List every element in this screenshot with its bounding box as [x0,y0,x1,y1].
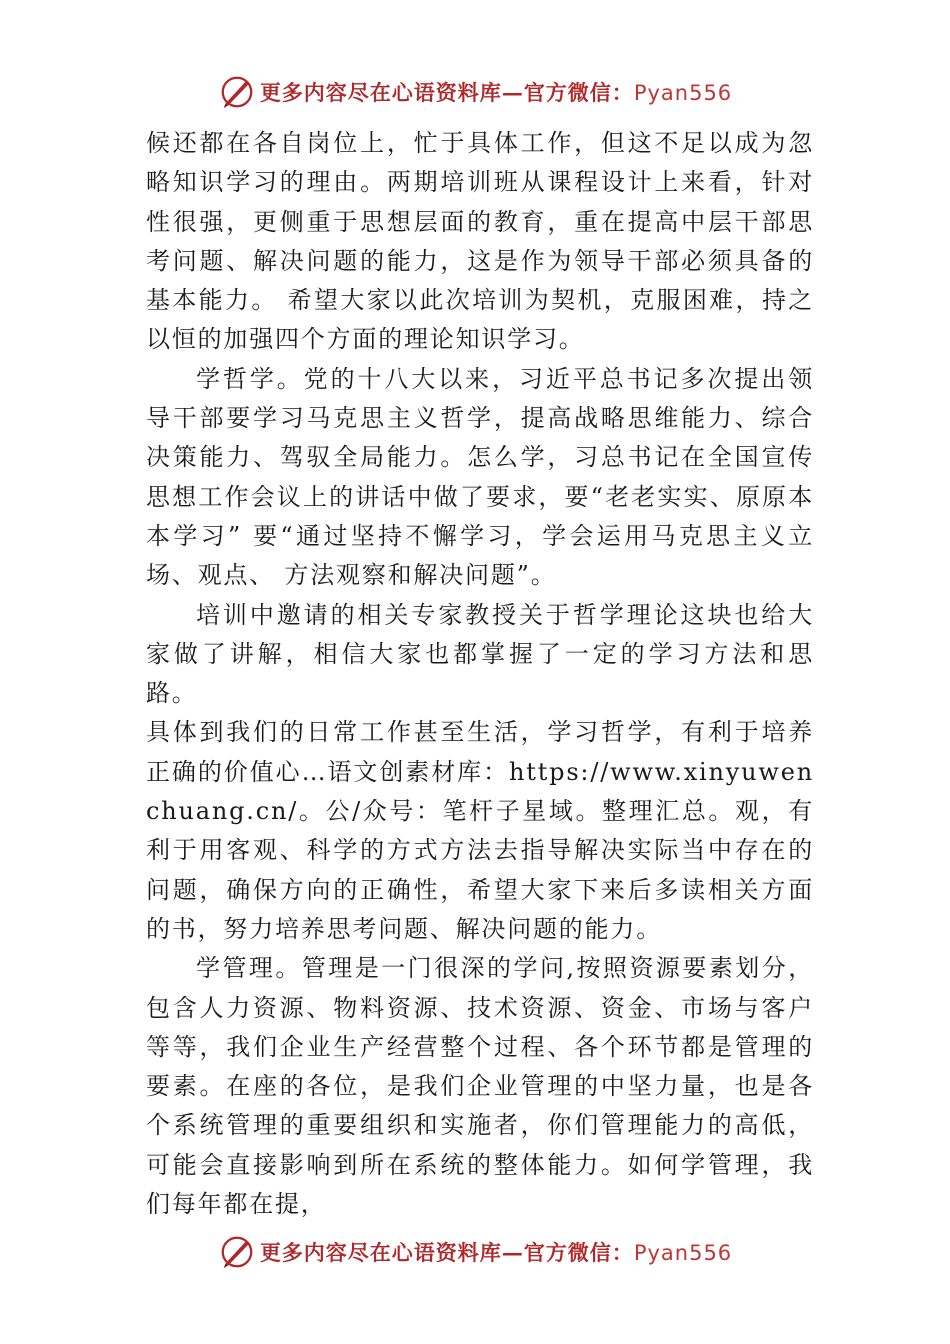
header-banner [0,72,950,112]
footer-wechat-id: Pyan556 [633,1241,733,1265]
footer-text [260,1237,732,1267]
header-site-text: 更多内容尽在心语资料库 [259,80,502,105]
header-separator: — [501,80,524,105]
footer-banner [0,1232,950,1272]
pen-logo-icon [218,1233,256,1271]
paragraph-management: 学管理。管理是一门很深的学问,按照资源要素划分，包含人力资源、物料资源、技术资源、资金、市场与客户等等，我们企业生产经营整个过程、各个环节都是管理的要素。在座的各位，是我们企业管理的中坚力量，也是各个系统管理的重要组织和实施者，你们管理能力的高低，可能会直接影响到所在系统的整体能力。如何学管理，我们每年都在提， [146,954,814,1219]
document-body [146,124,814,1224]
paragraph-daily-work: 具体到我们的日常工作甚至生活，学习哲学，有利于培养正确的价值心…语文创素材库：https://www.xinyuwenchuang.cn/。公/众号：笔杆子星域。整理汇总。观，有利于用客观、科学的方式方法去指导解决实际当中存在的问题，确保方向的正确性，希望大家下来后多读相关方面的书，努力培养思考问题、解决问题的能力。 [146,718,814,943]
pen-logo-icon [218,73,256,111]
header-wechat-label: 官方微信： [523,80,634,105]
footer-wechat-label: 官方微信： [523,1240,634,1265]
footer-site-text: 更多内容尽在心语资料库 [259,1240,502,1265]
header-wechat-id: Pyan556 [633,81,733,105]
paragraph-training: 培训中邀请的相关专家教授关于哲学理论这块也给大家做了讲解，相信大家也都掌握了一定的学习方法和思路。 [146,600,814,708]
paragraph-philosophy: 学哲学。党的十八大以来，习近平总书记多次提出领导干部要学习马克思主义哲学，提高战略思维能力、综合决策能力、驾驭全局能力。怎么学，习总书记在全国宣传思想工作会议上的讲话中做了要求，要“老老实实、原原本本学习” 要“通过坚持不懈学习，学会运用马克思主义立场、观点、 方法观察和解决问题”。 [146,364,814,590]
header-text [260,77,732,107]
paragraph-continuation: 候还都在各自岗位上，忙于具体工作，但这不足以成为忽略知识学习的理由。两期培训班从课程设计上来看，针对性很强，更侧重于思想层面的教育，重在提高中层干部思考问题、解决问题的能力，这是作为领导干部必须具备的基本能力。 希望大家以此次培训为契机，克服困难，持之以恒的加强四个方面的理论知识学习。 [146,129,814,354]
footer-separator: — [501,1240,524,1265]
